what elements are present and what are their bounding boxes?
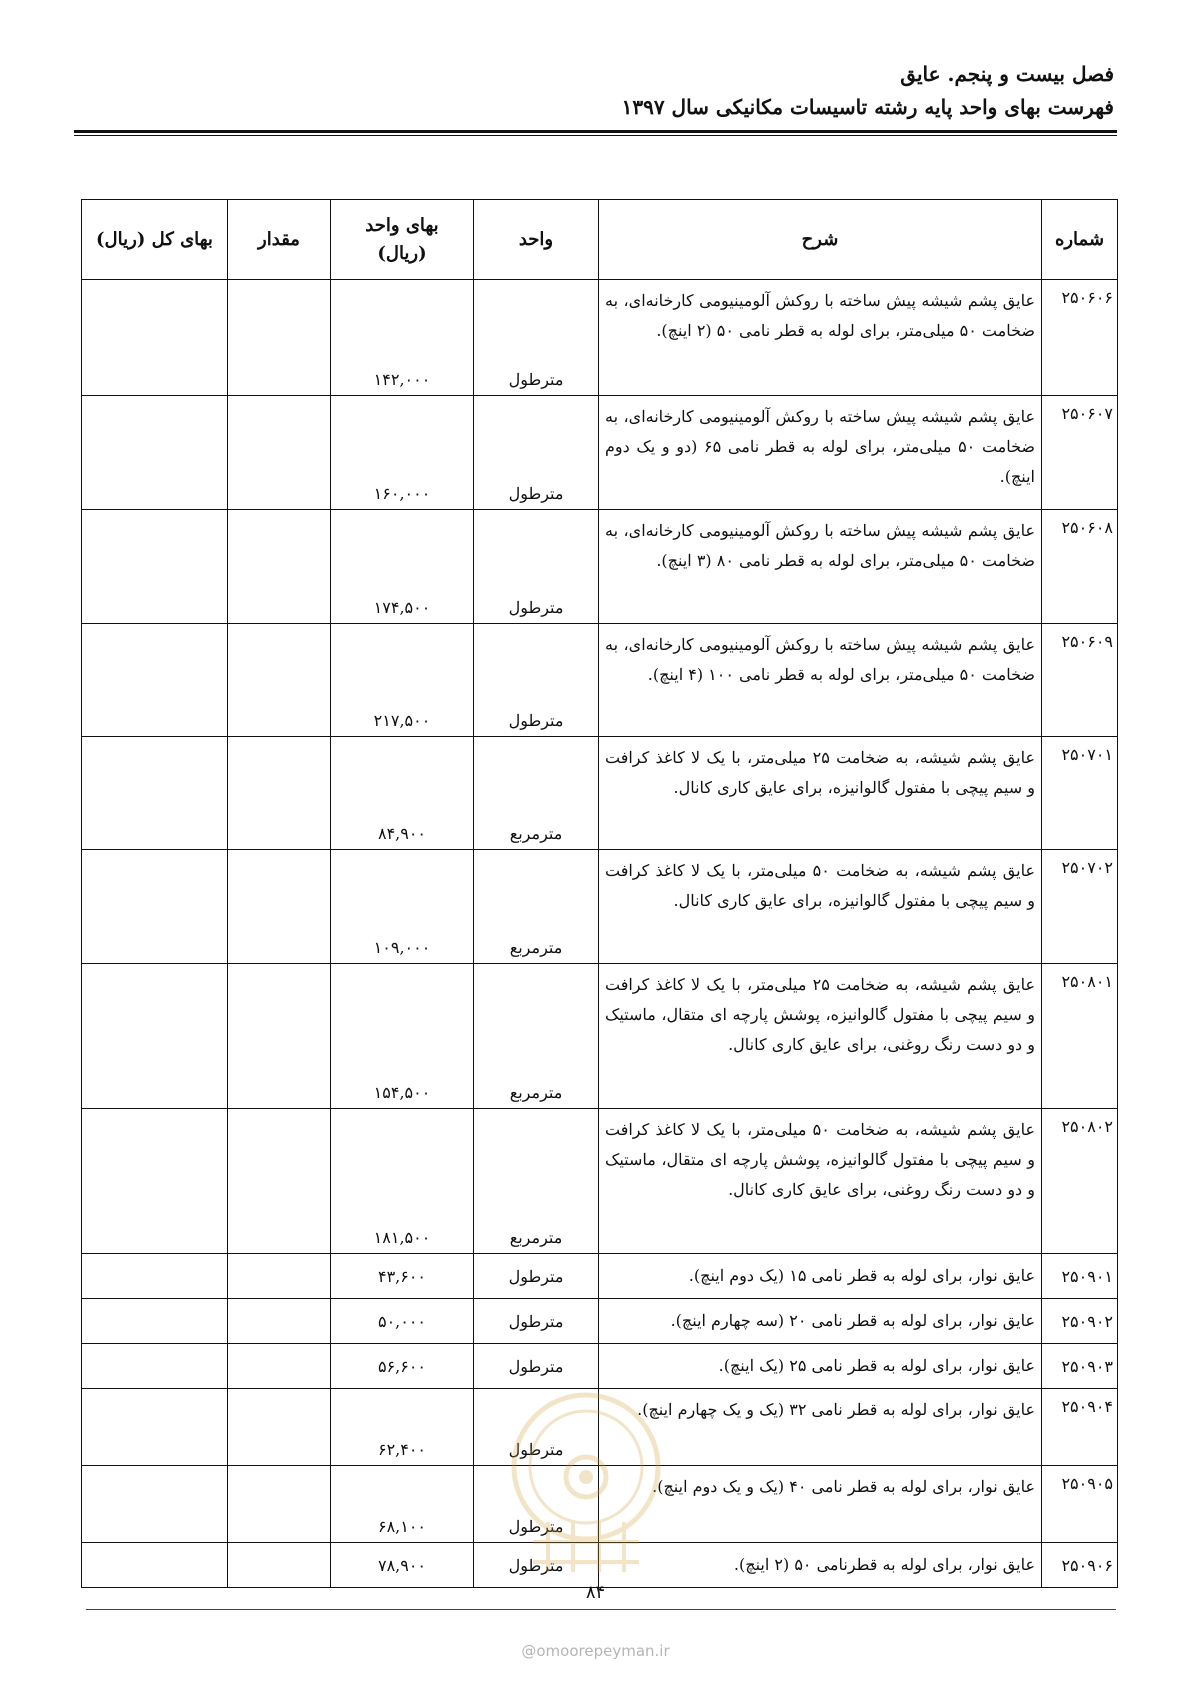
item-unit-price: ۵۰,۰۰۰ [331, 1299, 474, 1344]
item-total-price [82, 396, 228, 510]
document-subtitle: فهرست بهای واحد پایه رشته تاسیسات مکانیکی سال ۱۳۹۷ [621, 95, 1114, 119]
item-unit-price: ۱۰۹,۰۰۰ [331, 850, 474, 964]
item-number: ۲۵۰۶۰۹ [1042, 624, 1118, 737]
item-total-price [82, 510, 228, 624]
item-total-price [82, 1254, 228, 1299]
item-unit-price: ۸۴,۹۰۰ [331, 737, 474, 850]
item-description: عایق نوار، برای لوله به قطر نامی ۴۰ (یک و یک دوم اینچ). [599, 1466, 1042, 1543]
item-unit: مترمربع [474, 737, 599, 850]
table-row [82, 850, 1118, 964]
item-number: ۲۵۰۹۰۱ [1042, 1254, 1118, 1299]
item-total-price [82, 1466, 228, 1543]
unit-price-header-text: بهای واحد (ریال) [365, 214, 439, 264]
item-unit-price: ۱۵۴,۵۰۰ [331, 964, 474, 1109]
item-description: عایق پشم شیشه، به ضخامت ۵۰ میلی‌متر، با یک لا کاغذ کرافت و سیم پیچی با مفتول گالوانیزه، پوشش پارچه ای متقال، ماستیک و دو دست رنگ روغنی، برای عایق کاری کانال. [599, 1109, 1042, 1254]
table-row [82, 737, 1118, 850]
column-header-description: شرح [599, 200, 1042, 280]
item-number: ۲۵۰۶۰۸ [1042, 510, 1118, 624]
item-quantity [228, 1344, 331, 1389]
item-unit: مترطول [474, 396, 599, 510]
table-row [82, 1109, 1118, 1254]
item-description: عایق نوار، برای لوله به قطر نامی ۲۰ (سه چهارم اینچ). [599, 1299, 1042, 1344]
item-number: ۲۵۰۸۰۲ [1042, 1109, 1118, 1254]
item-total-price [82, 624, 228, 737]
table-row [82, 964, 1118, 1109]
item-quantity [228, 510, 331, 624]
item-number: ۲۵۰۹۰۲ [1042, 1299, 1118, 1344]
item-number: ۲۵۰۷۰۱ [1042, 737, 1118, 850]
item-quantity [228, 1466, 331, 1543]
item-description: عایق پشم شیشه پیش ساخته با روکش آلومینیومی کارخانه‌ای، به ضخامت ۵۰ میلی‌متر، برای لوله به قطر نامی ۵۰ (۲ اینچ). [599, 280, 1042, 396]
chapter-title: فصل بیست و پنجم. عایق [900, 62, 1114, 86]
item-quantity [228, 850, 331, 964]
item-unit-price: ۷۸,۹۰۰ [331, 1543, 474, 1588]
item-quantity [228, 1543, 331, 1588]
item-unit-price: ۵۶,۶۰۰ [331, 1344, 474, 1389]
item-description: عایق پشم شیشه پیش ساخته با روکش آلومینیومی کارخانه‌ای، به ضخامت ۵۰ میلی‌متر، برای لوله به قطر نامی ۱۰۰ (۴ اینچ). [599, 624, 1042, 737]
item-total-price [82, 1299, 228, 1344]
item-number: ۲۵۰۸۰۱ [1042, 964, 1118, 1109]
item-unit: مترطول [474, 1466, 599, 1543]
item-number: ۲۵۰۶۰۶ [1042, 280, 1118, 396]
item-total-price [82, 280, 228, 396]
table-row [82, 510, 1118, 624]
table-row [82, 1254, 1118, 1299]
item-unit: مترطول [474, 1299, 599, 1344]
item-total-price [82, 964, 228, 1109]
item-quantity [228, 1254, 331, 1299]
column-header-number: شماره [1042, 200, 1118, 280]
item-unit-price: ۱۶۰,۰۰۰ [331, 396, 474, 510]
item-unit: مترمربع [474, 1109, 599, 1254]
item-unit-price: ۴۳,۶۰۰ [331, 1254, 474, 1299]
website-watermark: @omoorepeyman.ir [521, 1642, 670, 1660]
item-unit-price: ۱۷۴,۵۰۰ [331, 510, 474, 624]
seal-logo-icon [503, 1372, 669, 1582]
item-total-price [82, 850, 228, 964]
item-unit: مترطول [474, 624, 599, 737]
item-unit: مترطول [474, 280, 599, 396]
item-unit-price: ۶۸,۱۰۰ [331, 1466, 474, 1543]
item-description: عایق پشم شیشه، به ضخامت ۲۵ میلی‌متر، با یک لا کاغذ کرافت و سیم پیچی با مفتول گالوانیزه، پوشش پارچه ای متقال، ماستیک و دو دست رنگ روغنی، برای عایق کاری کانال. [599, 964, 1042, 1109]
item-unit-price: ۲۱۷,۵۰۰ [331, 624, 474, 737]
table-row [82, 624, 1118, 737]
item-quantity [228, 737, 331, 850]
item-total-price [82, 737, 228, 850]
item-total-price [82, 1389, 228, 1466]
item-number: ۲۵۰۹۰۵ [1042, 1466, 1118, 1543]
item-unit-price: ۱۴۲,۰۰۰ [331, 280, 474, 396]
item-unit: مترطول [474, 1344, 599, 1389]
table-header-row [82, 200, 1118, 280]
item-total-price [82, 1109, 228, 1254]
item-total-price [82, 1543, 228, 1588]
item-quantity [228, 1299, 331, 1344]
item-unit: مترمربع [474, 964, 599, 1109]
item-description: عایق پشم شیشه پیش ساخته با روکش آلومینیومی کارخانه‌ای، به ضخامت ۵۰ میلی‌متر، برای لوله به قطر نامی ۶۵ (دو و یک دوم اینچ). [599, 396, 1042, 510]
table-row [82, 1299, 1118, 1344]
item-quantity [228, 396, 331, 510]
item-unit-price: ۱۸۱,۵۰۰ [331, 1109, 474, 1254]
column-header-quantity: مقدار [228, 200, 331, 280]
item-quantity [228, 1109, 331, 1254]
item-quantity [228, 624, 331, 737]
table-row [82, 280, 1118, 396]
item-description: عایق پشم شیشه، به ضخامت ۲۵ میلی‌متر، با یک لا کاغذ کرافت و سیم پیچی با مفتول گالوانیزه، برای عایق کاری کانال. [599, 737, 1042, 850]
item-number: ۲۵۰۶۰۷ [1042, 396, 1118, 510]
footer-divider [86, 1609, 1116, 1610]
item-unit: مترمربع [474, 850, 599, 964]
item-description: عایق پشم شیشه پیش ساخته با روکش آلومینیومی کارخانه‌ای، به ضخامت ۵۰ میلی‌متر، برای لوله به قطر نامی ۸۰ (۳ اینچ). [599, 510, 1042, 624]
item-description: عایق نوار، برای لوله به قطر نامی ۱۵ (یک دوم اینچ). [599, 1254, 1042, 1299]
column-header-unit: واحد [474, 200, 599, 280]
header-divider-thick [74, 130, 1117, 133]
item-total-price [82, 1344, 228, 1389]
item-quantity [228, 1389, 331, 1466]
page-number: ۸۴ [585, 1582, 606, 1603]
table-row [82, 396, 1118, 510]
item-unit: مترطول [474, 510, 599, 624]
item-quantity [228, 964, 331, 1109]
item-unit: مترطول [474, 1254, 599, 1299]
item-number: ۲۵۰۹۰۳ [1042, 1344, 1118, 1389]
item-number: ۲۵۰۹۰۶ [1042, 1543, 1118, 1588]
item-number: ۲۵۰۷۰۲ [1042, 850, 1118, 964]
column-header-total-price: بهای کل (ریال) [82, 200, 228, 280]
item-unit: مترطول [474, 1389, 599, 1466]
item-description: عایق نوار، برای لوله به قطر نامی ۲۵ (یک اینچ). [599, 1344, 1042, 1389]
item-number: ۲۵۰۹۰۴ [1042, 1389, 1118, 1466]
item-unit: مترطول [474, 1543, 599, 1588]
item-description: عایق پشم شیشه، به ضخامت ۵۰ میلی‌متر، با یک لا کاغذ کرافت و سیم پیچی با مفتول گالوانیزه، برای عایق کاری کانال. [599, 850, 1042, 964]
page-header [74, 58, 1114, 124]
item-quantity [228, 280, 331, 396]
header-divider-thin [74, 135, 1117, 136]
item-description: عایق نوار، برای لوله به قطر نامی ۳۲ (یک و یک چهارم اینچ). [599, 1389, 1042, 1466]
item-unit-price: ۶۲,۴۰۰ [331, 1389, 474, 1466]
column-header-unit-price [331, 200, 474, 280]
item-description: عایق نوار، برای لوله به قطرنامی ۵۰ (۲ اینچ). [599, 1543, 1042, 1588]
